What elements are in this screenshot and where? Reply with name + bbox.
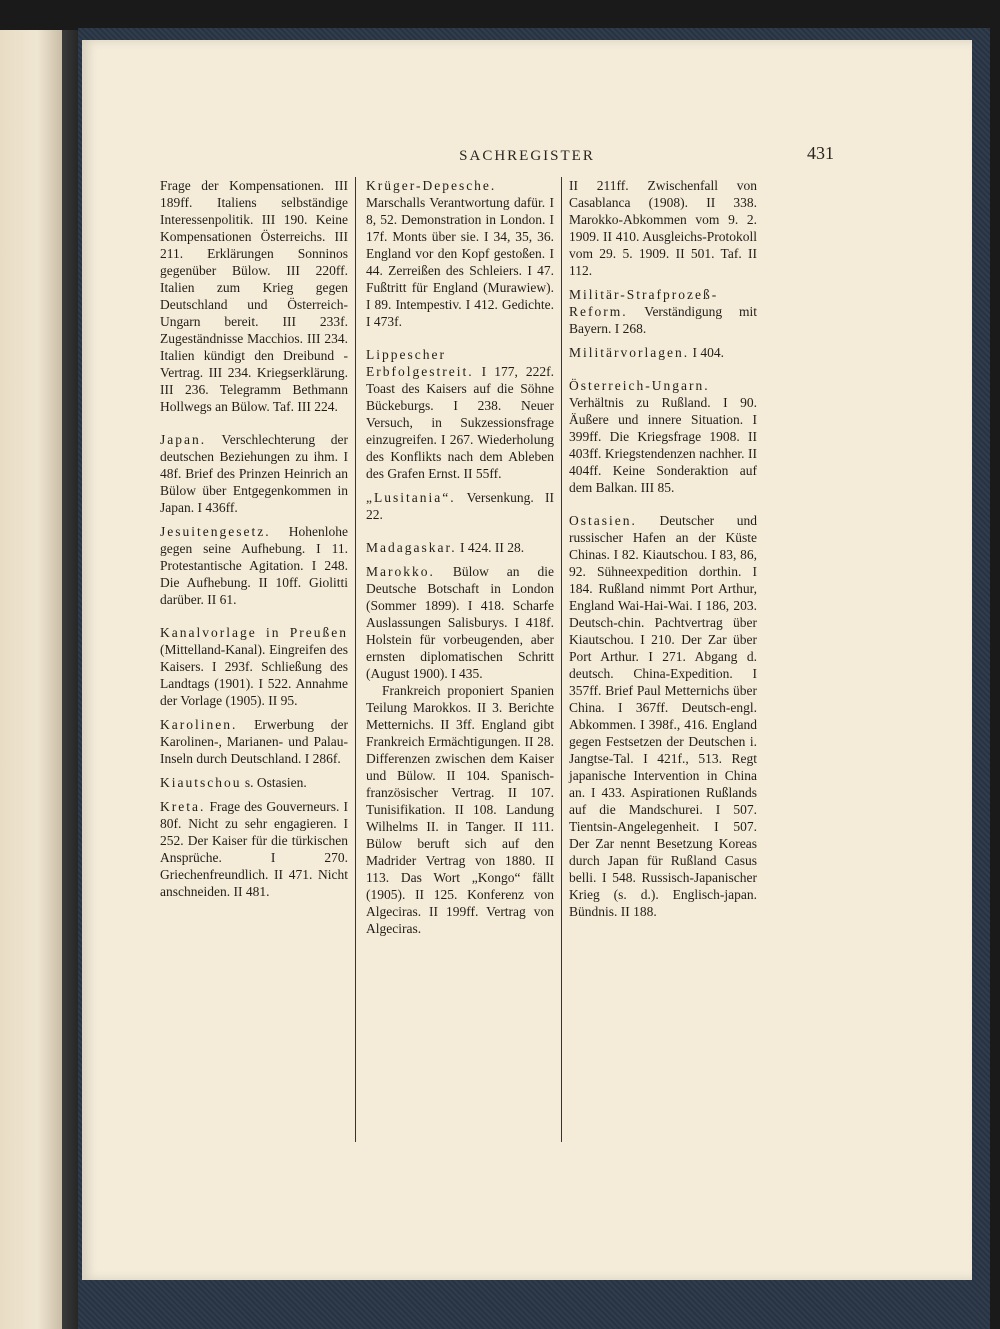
entry-text: (Mittelland-Kanal). Eingreifen des Kaisers. I 293f. Schließung des Landtags (1901). I 522. Annahme der Vorlage (1905). II 95. [160,642,348,708]
entry-heading: Ostasien. [569,513,637,528]
entry-heading: Karolinen. [160,717,238,732]
index-entry [160,774,348,791]
index-entry [366,563,554,937]
index-entry [569,177,757,279]
entry-heading: „Lusitania“. [366,490,456,505]
entry-text: Deutscher und russischer Hafen an der Küste Chinas. I 82. Kiautschou. I 83, 86, 92. Sühneexpedition dorthin. I 184. Rußland nimmt Port Arthur, England Wai-Hai-Wai. I 186, 203. Deutsch-chin. Pachtvertrag über Kiautschou. I 210. Der Zar über Port Arthur. I 271. Abgang d. deutsch. China-Expedition. I 357ff. Brief Paul Metternichs über China. I 367ff. Deutsch-engl. Abkommen. I 398f., 416. England gegen Festsetzen der Deutschen i. Jangtse-Tal. I 421f., 513. Regt japanische Intervention in China an. I 433. Aspirationen Rußlands auf die Mandschurei. I 507. Tientsin-Angelegenheit. I 507. Der Zar nennt Besetzung Koreas durch Japan für Rußland Casus belli. I 548. Russisch-Japanischer Krieg (s. d.). Englisch-japan. Bündnis. II 188. [569,513,757,919]
index-entry [569,286,757,337]
entry-heading: Jesuitengesetz. [160,524,271,539]
entry-heading: Kreta. [160,799,206,814]
entry-text: Hohenlohe gegen seine Aufhebung. I 11. Protestantische Agitation. I 248. Die Aufhebung. II 10ff. Giolitti darüber. II 61. [160,524,348,607]
index-column-3 [569,177,757,927]
index-column-1 [160,177,348,907]
entry-text: I 424. II 28. [459,540,525,555]
entry-text: Bülow an die Deutsche Botschaft in London (Sommer 1899). I 418. Scharfe Auslassungen Salisburys. I 418f. Holstein für vorbeugenden, aber ernsten diplomatischen Schritt (August 1900). I 435. [366,564,554,681]
entry-text: Marschalls Verantwortung dafür. I 8, 52. Demonstration in London. I 17f. Monts über sie. I 34, 35, 36. England vor den Kopf gestoßen. I 44. Zerreißen des Schleiers. I 47. Fußtritt für England (Murawiew). I 89. Intempestiv. I 412. Gedichte. I 473f. [366,195,554,329]
entry-heading: Kiautschou [160,775,242,790]
entry-heading: Japan. [160,432,207,447]
entry-text: I 404. [692,345,724,360]
index-entry [569,344,757,361]
index-entry [366,346,554,482]
entry-heading: Madagaskar. [366,540,457,555]
index-entry [160,624,348,709]
index-entry [160,523,348,608]
index-entry [569,512,757,920]
entry-text: II 211ff. Zwischenfall von Casablanca (1908). II 338. Marokko-Abkommen vom 9. 2. 1909. II 410. Ausgleichs-Protokoll vom 29. 5. 1909. II 501. Taf. II 112. [569,178,757,278]
entry-heading: Krüger-Depesche. [366,178,497,193]
column-rule [561,177,562,1142]
entry-heading: Militär-Strafprozeß-Reform. [569,287,719,319]
index-entry [569,377,757,496]
entry-text: Verhältnis zu Rußland. I 90. Äußere und innere Situation. I 399ff. Die Kriegsfrage 1908. II 403ff. Kriegstendenzen nachher. II 404ff. Keine Sonderaktion auf dem Balkan. III 85. [569,395,757,495]
index-entry [366,539,554,556]
index-entry [160,177,348,415]
entry-text: I 177, 222f. Toast des Kaisers auf die Söhne Bückeburgs. I 238. Neuer Versuch, in Sukzessionsfrage einzugreifen. I 267. Wiederholung des Konflikts nach dem Ableben des Grafen Ernst. II 55ff. [366,364,554,481]
index-entry [366,489,554,523]
index-page [82,40,972,1280]
entry-text: s. Ostasien. [244,775,307,790]
index-entry [160,798,348,900]
entry-heading: Österreich-Ungarn. [569,378,710,393]
page-number: 431 [807,143,834,163]
entry-text: Verständigung mit Bayern. I 268. [569,304,757,336]
index-column-2 [366,177,554,944]
index-entry [160,716,348,767]
entry-text: Frage der Kompensationen. III 189ff. Italiens selbständige Interessenpolitik. III 190. Keine Kompensationen Österreichs. III 211. Erklärungen Sonninos gegenüber Bülow. III 220ff. Italien zum Krieg gegen Deutschland und Österreich-Ungarn bereit. III 233f. Zugeständnisse Macchios. III 234. Italien kündigt den Dreibund - Vertrag. III 234. Kriegserklärung. III 236. Telegramm Bethmann Hollwegs an Bülow. Taf. III 224. [160,178,348,414]
entry-text: Erwerbung der Karolinen-, Marianen- und Palau-Inseln durch Deutschland. I 286f. [160,717,349,766]
column-rule [355,177,356,1142]
entry-text-continued: Frankreich proponiert Spanien Teilung Marokkos. II 3. Berichte Metternichs. II 3ff. England gibt Frankreich Ermächtigungen. II 28. Differenzen zwischen dem Kaiser und Bülow. II 104. Spanisch-französischer Vertrag. II 107. Tunisifikation. II 108. Landung Wilhelms II. in Tanger. II 111. Bülow beruft sich auf den Madrider Vertrag von 1880. II 113. Das Wort „Kongo“ fällt (1905). II 125. Konferenz von Algeciras. II 199ff. Vertrag von Algeciras. [366,683,554,936]
entry-heading: Kanalvorlage in Preußen [160,625,348,640]
facing-page-edge [0,30,64,1329]
entry-text: Frage des Gouverneurs. I 80f. Nicht zu sehr engagieren. I 252. Der Kaiser für die türkischen Ansprüche. I 270. Griechenfreundlich. II 471. Nicht anschneiden. II 481. [160,799,348,899]
running-title: SACHREGISTER [459,148,595,164]
entry-heading: Marokko. [366,564,435,579]
entry-heading: Lippescher Erbfolgestreit. [366,347,474,379]
entry-text: Versenkung. II 22. [366,490,554,522]
entry-heading: Militärvorlagen. [569,345,690,360]
entry-text: Verschlechterung der deutschen Beziehungen zu ihm. I 48f. Brief des Prinzen Heinrich an Bülow über Entgegenkommen in Japan. I 436ff. [160,432,348,515]
index-entry [366,177,554,330]
index-entry [160,431,348,516]
